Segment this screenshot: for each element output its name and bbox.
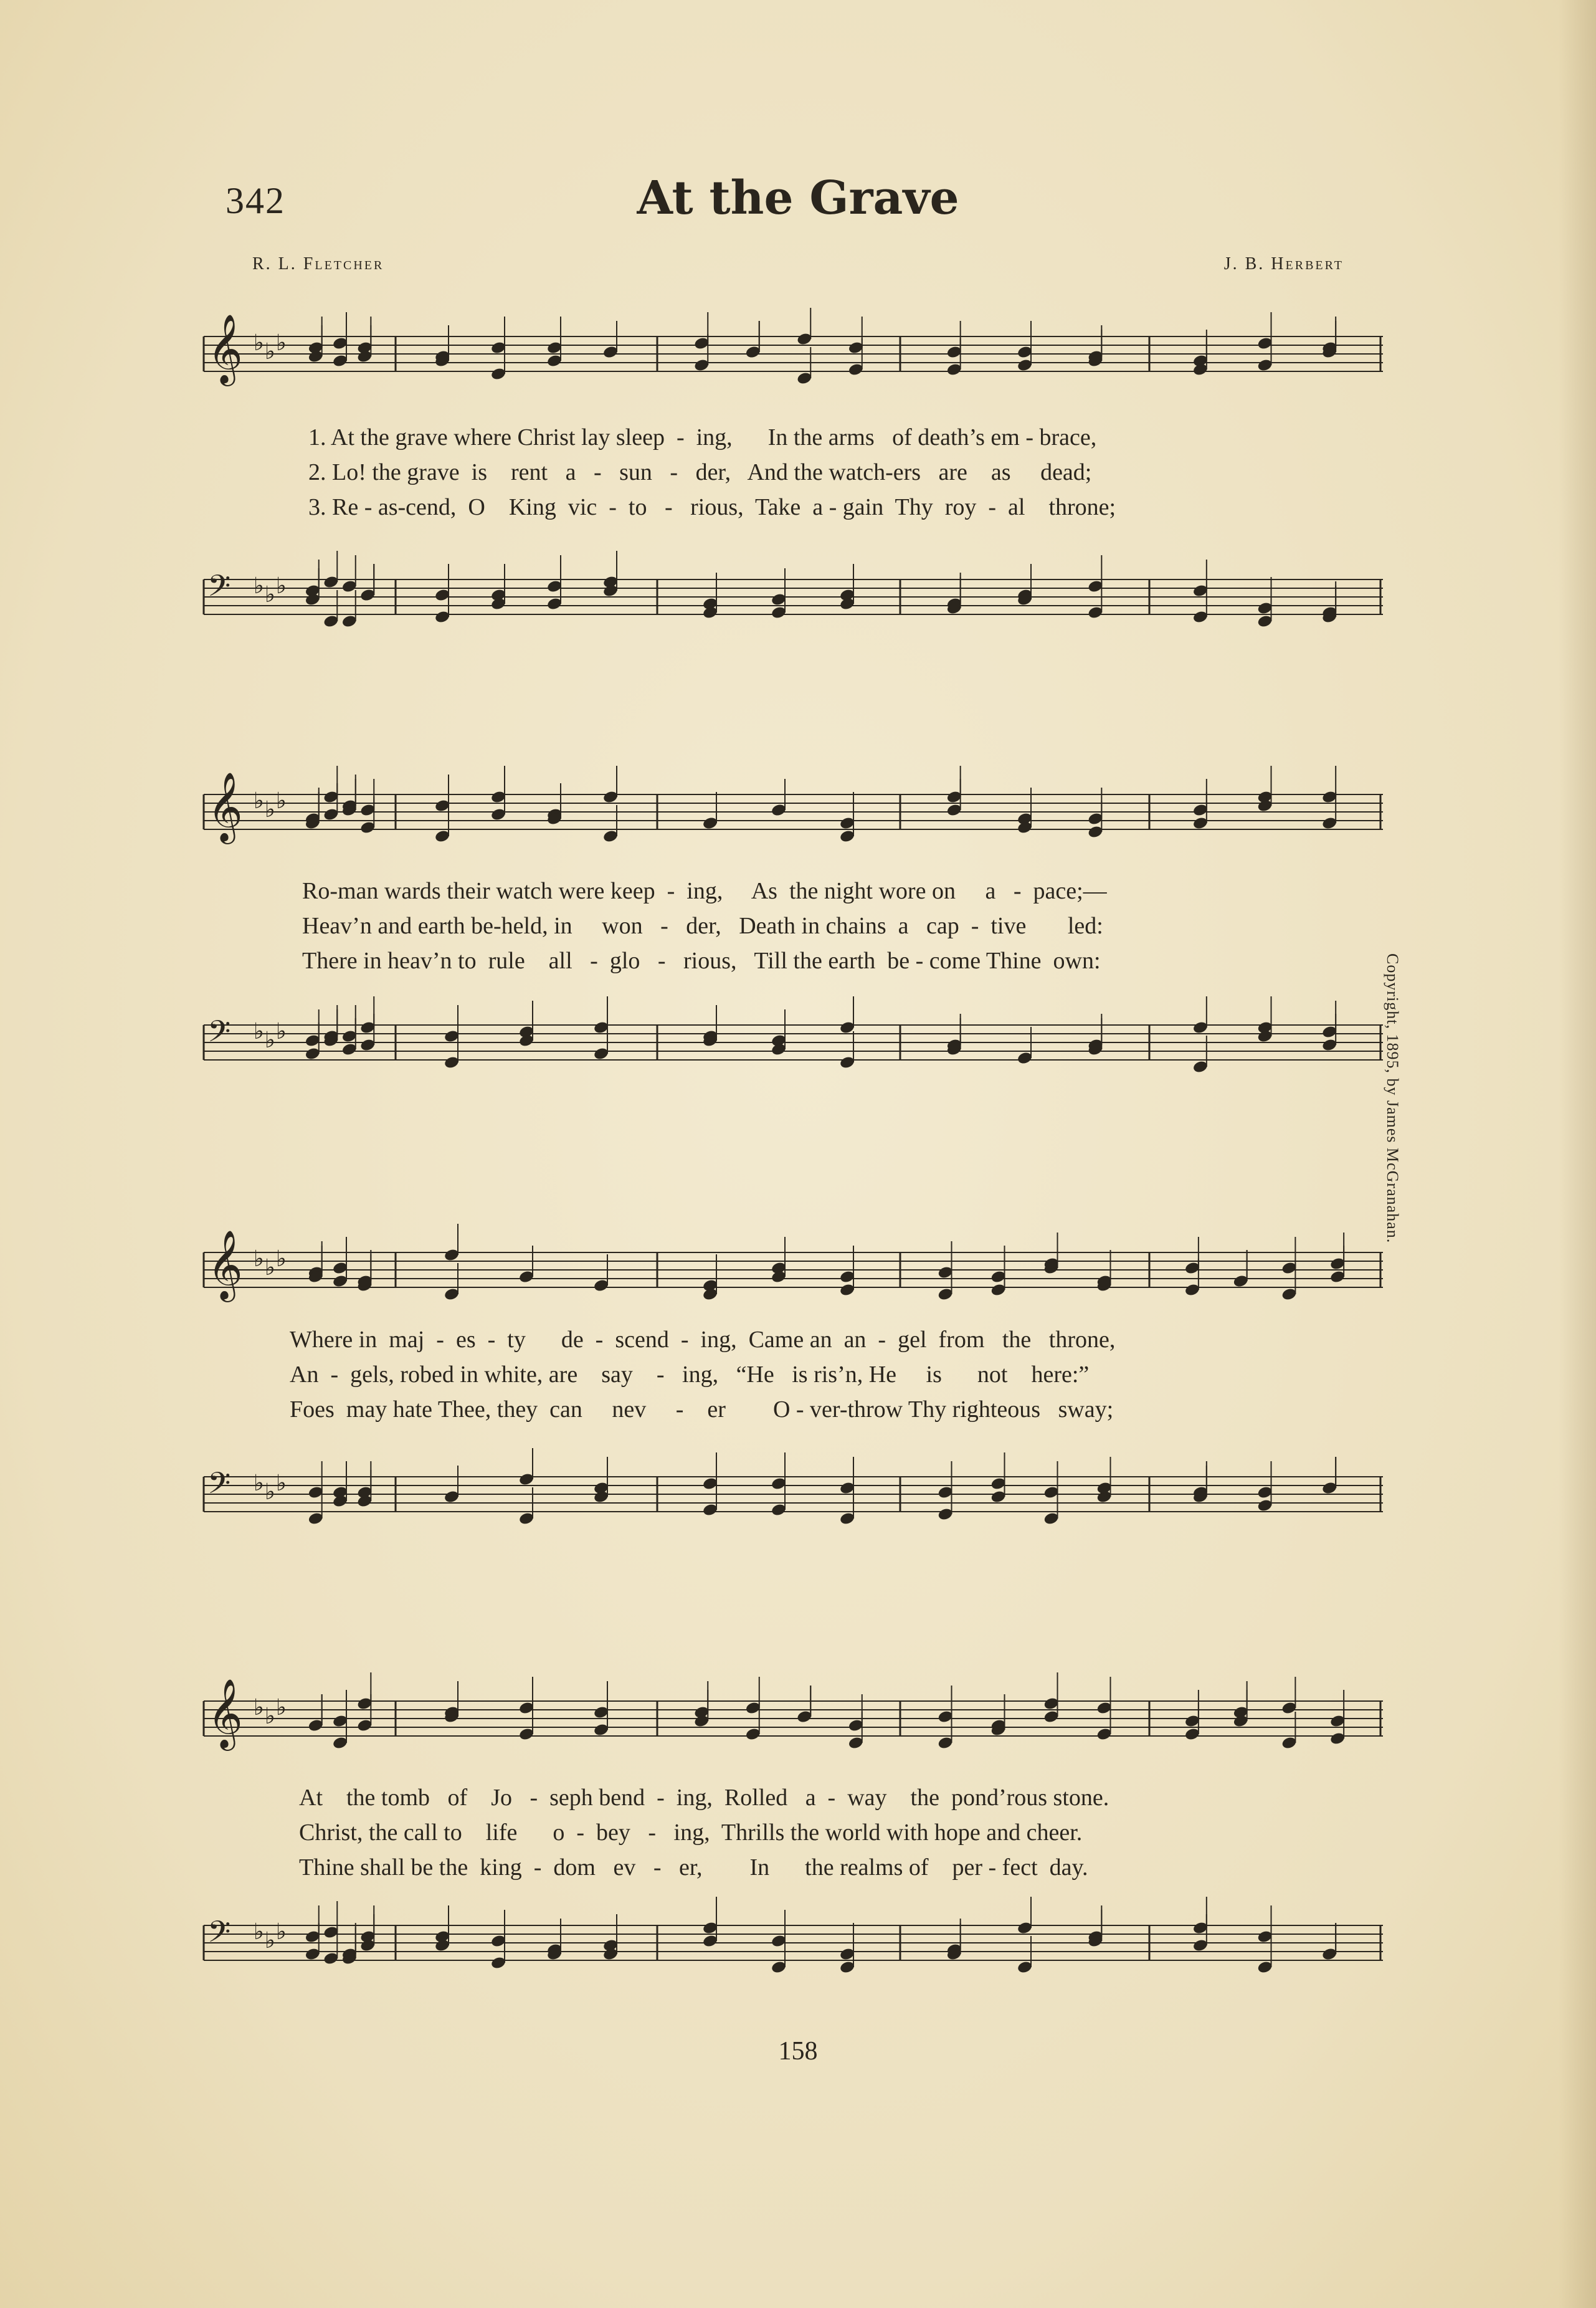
lyric-verse-1: 1. At the grave where Christ lay sleep - ing, In the arms of death’s em - brace, [308, 424, 1097, 451]
music-system-1 [196, 293, 1386, 692]
bass-staff [196, 1439, 1386, 1545]
flat-sign: ♭ [254, 573, 264, 599]
flat-sign: ♭ [265, 1479, 275, 1505]
lyric-verse-2: Heav’n and earth be-held, in won - der, Death in chains a cap - tive led: [302, 913, 1103, 939]
flat-sign: ♭ [276, 1919, 287, 1945]
bass-staff [196, 1888, 1386, 1994]
lyrics-block [196, 878, 1386, 974]
flat-sign: ♭ [265, 1255, 275, 1280]
flat-sign: ♭ [254, 330, 264, 356]
flat-sign: ♭ [265, 1028, 275, 1053]
lyric-verse-2: An - gels, robed in white, are say - ing, “He is ris’n, He is not here:” [290, 1361, 1090, 1388]
flat-sign: ♭ [254, 1919, 264, 1945]
lyrics-block [196, 424, 1386, 520]
bass-staff [196, 542, 1386, 648]
treble-staff [196, 1221, 1386, 1315]
page-spine-shadow [1559, 0, 1596, 2308]
lyric-verse-3: There in heav’n to rule all - glo - rious, Till the earth be - come Thine own: [302, 948, 1101, 974]
flat-sign: ♭ [265, 1928, 275, 1953]
lyric-verse-3: Foes may hate Thee, they can nev - er O - ver-throw Thy righteous sway; [290, 1396, 1114, 1423]
flat-sign: ♭ [254, 788, 264, 814]
hymn-number: 342 [226, 180, 285, 221]
music-system-2 [196, 738, 1386, 1125]
treble-clef: 𝄞 [207, 1678, 243, 1748]
bass-clef: 𝄢 [207, 1014, 231, 1056]
lyric-verse-1: Ro-man wards their watch were keep - ing, As the night wore on a - pace;— [302, 878, 1107, 904]
lyric-verse-2: 2. Lo! the grave is rent a - sun - der, And the watch-ers are as dead; [308, 459, 1092, 485]
treble-staff [196, 1670, 1386, 1763]
treble-staff [196, 763, 1386, 857]
flat-sign: ♭ [265, 339, 275, 365]
flat-sign: ♭ [265, 582, 275, 608]
flat-sign: ♭ [254, 1471, 264, 1496]
bass-clef: 𝄢 [207, 568, 231, 611]
flat-sign: ♭ [254, 1695, 264, 1720]
bass-staff [196, 988, 1386, 1094]
hymn-composer: J. B. Herbert [1223, 254, 1344, 274]
page-number: 158 [778, 2037, 818, 2066]
hymn-author: R. L. Fletcher [252, 254, 384, 274]
flat-sign: ♭ [265, 1704, 275, 1729]
treble-clef: 𝄞 [207, 771, 243, 841]
flat-sign: ♭ [276, 330, 287, 356]
lyric-verse-3: Thine shall be the king - dom ev - er, In the realms of per - fect day. [299, 1854, 1088, 1881]
flat-sign: ♭ [276, 1471, 287, 1496]
flat-sign: ♭ [276, 1246, 287, 1272]
flat-sign: ♭ [265, 797, 275, 823]
flat-sign: ♭ [276, 788, 287, 814]
bass-clef: 𝄢 [207, 1466, 231, 1508]
treble-clef: 𝄞 [207, 313, 243, 383]
flat-sign: ♭ [276, 1695, 287, 1720]
lyric-verse-1: Where in maj - es - ty de - scend - ing, Came an an - gel from the throne, [290, 1327, 1116, 1353]
flat-sign: ♭ [254, 1246, 264, 1272]
flat-sign: ♭ [254, 1019, 264, 1044]
lyric-verse-1: At the tomb of Jo - seph bend - ing, Rolled a - way the pond’rous stone. [299, 1785, 1109, 1811]
hymn-title: At the Grave [637, 171, 959, 225]
lyrics-block [196, 1327, 1386, 1423]
treble-staff [196, 305, 1386, 399]
bass-clef: 𝄢 [207, 1914, 231, 1957]
flat-sign: ♭ [276, 573, 287, 599]
lyric-verse-2: Christ, the call to life o - bey - ing, Thrills the world with hope and cheer. [299, 1819, 1083, 1846]
music-system-3 [196, 1190, 1386, 1576]
lyric-verse-3: 3. Re - as-cend, O King vic - to - rious, Take a - gain Thy roy - al throne; [308, 494, 1116, 520]
music-system-4 [196, 1639, 1386, 2025]
treble-clef: 𝄞 [207, 1229, 243, 1299]
copyright-notice: Copyright, 1895, by James McGranahan. [1384, 953, 1402, 1244]
flat-sign: ♭ [276, 1019, 287, 1044]
lyrics-block [196, 1785, 1386, 1881]
